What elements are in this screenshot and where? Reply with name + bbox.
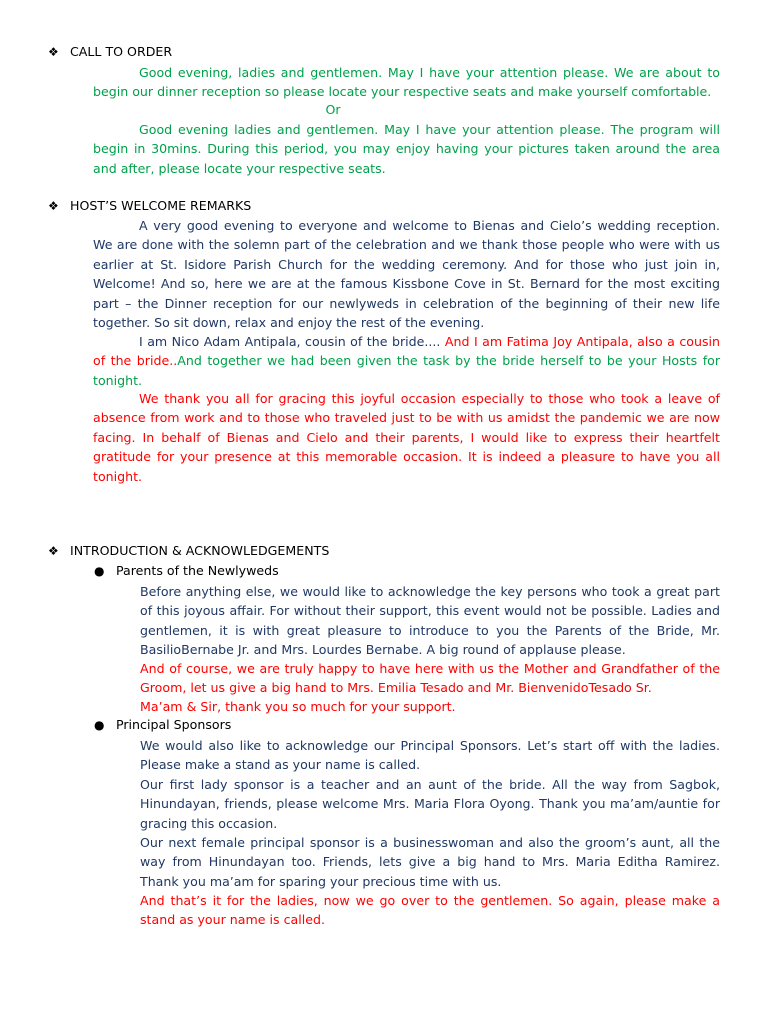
- parents-paragraph-3: Ma’am & Sir, thank you so much for your support.: [140, 699, 456, 714]
- bullet-parents-of-newlyweds: [94, 563, 279, 578]
- section-heading-introduction: [48, 543, 329, 558]
- heading-text: INTRODUCTION & ACKNOWLEDGEMENTS: [70, 543, 330, 558]
- host-welcome-paragraph-1: [93, 216, 720, 332]
- call-to-order-paragraph-1: [93, 63, 720, 102]
- diamond-icon: ❖: [48, 198, 59, 213]
- paragraph-text: We thank you all for gracing this joyful occasion especially to those who took a leave of absence from work and to those who traveled just to be with us amidst the pandemic we are now facing. In behalf of Bienas and Cielo and their parents, I would like to express their heartfelt gratitude for your presence at this memorable occasion. It is indeed a pleasure to have you all tonight.: [93, 391, 720, 484]
- paragraph-text: Good evening ladies and gentlemen. May I have your attention please. The program will begin in 30mins. During this period, you may enjoy having your pictures taken around the area and after, please locate your respective seats.: [93, 122, 720, 176]
- host-intro-green: And together we had been given the task by the bride herself to be your Hosts for tonight.: [93, 353, 721, 388]
- call-to-order-paragraph-2: [93, 120, 720, 178]
- section-heading-call-to-order: [48, 44, 172, 59]
- heading-text: HOST’S WELCOME REMARKS: [70, 198, 252, 213]
- paragraph-text: A very good evening to everyone and welcome to Bienas and Cielo’s wedding reception. We are done with the solemn part of the celebration and we thank those people who were with us earlier at St. Isidore Parish Church for the wedding ceremony. And for those who just join in, Welcome! And so, here we are at the famous Kissbone Cove in St. Bernard for the most exciting part – the Dinner reception for our newlyweds in celebration of the beginning of their new life together. So sit down, relax and enjoy the rest of the evening.: [93, 218, 720, 331]
- section-heading-host-welcome: [48, 198, 251, 213]
- host-welcome-paragraph-2: [93, 332, 720, 390]
- diamond-icon: ❖: [48, 44, 59, 59]
- bullet-principal-sponsors: [94, 717, 231, 732]
- sponsors-paragraph-3: Our next female principal sponsor is a businesswoman and also the groom’s aunt, all the way from Hinundayan too. Friends, lets give a big hand to Mrs. Maria Editha Ramirez. Thank you ma’am for sparing your precious time with us.: [140, 835, 720, 889]
- heading-text: CALL TO ORDER: [70, 44, 173, 59]
- bullet-label: Parents of the Newlyweds: [116, 563, 279, 578]
- sponsors-paragraph-1: We would also like to acknowledge our Principal Sponsors. Let’s start off with the ladies. Please make a stand as your name is called.: [140, 738, 720, 773]
- paragraph-text: Good evening, ladies and gentlemen. May I have your attention please. We are about to begin our dinner reception so please locate your respective seats and make yourself comfortable.: [93, 65, 720, 100]
- parents-paragraph-1: Before anything else, we would like to acknowledge the key persons who took a great part of this joyous affair. For without their support, this event would not be possible. Ladies and gentlemen, it is with great pleasure to introduce to you the Parents of the Bride, Mr. BasilioBernabe Jr. and Mrs. Lourdes Bernabe. A big round of applause please.: [140, 584, 720, 658]
- host-intro-red: And I am Fatima Joy Antipala, also a cousin of the bride..: [93, 334, 721, 369]
- bullet-label: Principal Sponsors: [116, 717, 232, 732]
- or-separator: Or: [325, 102, 341, 117]
- bullet-icon: ●: [94, 563, 105, 578]
- bullet-icon: ●: [94, 717, 105, 732]
- parents-paragraph-2: And of course, we are truly happy to have here with us the Mother and Grandfather of the Groom, let us give a big hand to Mrs. Emilia Tesado and Mr. BienvenidoTesado Sr.: [140, 661, 720, 696]
- sponsors-paragraph-2: Our first lady sponsor is a teacher and an aunt of the bride. All the way from Sagbok, Hinundayan, friends, please welcome Mrs. Maria Flora Oyong. Thank you ma’am/auntie for gracing this occasion.: [140, 777, 720, 831]
- diamond-icon: ❖: [48, 543, 59, 558]
- host-intro-blue: I am Nico Adam Antipala, cousin of the bride....: [139, 334, 445, 349]
- host-welcome-paragraph-3: [93, 389, 720, 486]
- sponsors-paragraph-4: And that’s it for the ladies, now we go over to the gentlemen. So again, please make a stand as your name is called.: [140, 893, 720, 928]
